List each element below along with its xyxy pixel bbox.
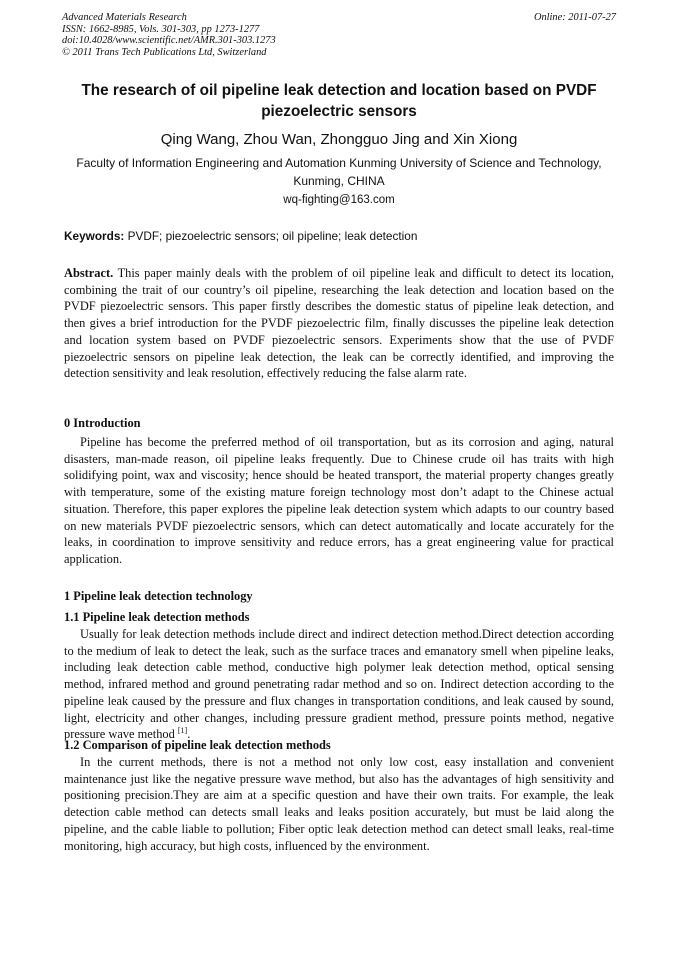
keywords-text: PVDF; piezoelectric sensors; oil pipeline; leak detection	[124, 229, 418, 243]
abstract-text: This paper mainly deals with the problem of oil pipeline leak and difficult to detect its location, combining the trait of our country’s oil pipeline, researching the leak detection and location based on the PVDF piezoelectric sensors. This paper firstly describes the domestic status of pipeline leak detection, and then gives a brief introduction for the PVDF piezoelectric film, finally discusses the pipeline leak detection and location system based on PVDF piezoelectric sensors. Experiments show that the use of PVDF piezoelectric sensors on pipeline leak detection, the leak can be correctly identified, and improving the detection sensitivity and leak resolution, effectively reducing the false alarm rate.	[64, 266, 614, 381]
abstract-label: Abstract.	[64, 266, 114, 280]
abstract-paragraph	[64, 265, 614, 382]
sentence-end: .	[187, 727, 191, 742]
keywords-label: Keywords:	[64, 229, 125, 243]
author-list: Qing Wang, Zhou Wan, Zhongguo Jing and Xin Xiong	[160, 131, 518, 148]
keywords-line	[64, 228, 614, 244]
subsection-1-2-paragraph: In the current methods, there is not a method not only low cost, easy installation and convenient maintenance just like the negative pressure wave method, but also has the advantages of high sensitivity and positioning precision.They are aim at a specific question and have their own traits. For example, the leak detection cable method can detects small leaks and leaks position accurately, but must be laid along the pipeline, and the cable liable to pollution; Fiber optic leak detection method can detect small leaks, real-time monitoring, high accuracy, but high costs, influenced by the environment.	[64, 755, 614, 853]
doi-line: doi:10.4028/www.scientific.net/AMR.301-303.1273	[62, 35, 276, 46]
citation-ref: [1]	[177, 726, 188, 736]
copyright-line: © 2011 Trans Tech Publications Ltd, Switzerland	[62, 46, 267, 58]
paper-title: The research of oil pipeline leak detection and location based on PVDF piezoelectric sensors	[81, 82, 597, 120]
online-date: Online: 2011-07-27	[533, 12, 616, 23]
affiliation: Faculty of Information Engineering and Automation Kunming University of Science and Technology, Kunming, CHINA	[76, 156, 602, 188]
introduction-paragraph: Pipeline has become the preferred method of oil transportation, but as its corrosion and aging, natural disasters, man-made reason, oil pipeline leaks frequently. Due to Chinese crude oil has traits with high solidifying point, wax and viscosity; hence should be heated transport, the material property changes greatly with temperature, some of the existing mature foreign technology most don’t adapt to the Chinese actual situation. Therefore, this paper explores the pipeline leak detection system which adapts to our country based on new materials PVDF piezoelectric sensors, which can detect automatically and locate accurately for the leaks, in coordination to improve sensitivity and reduce errors, has a great engineering value for practical application.	[64, 435, 614, 566]
subsection-heading-1-2: 1.2 Comparison of pipeline leak detection methods	[64, 738, 331, 752]
journal-name: Advanced Materials Research	[62, 12, 187, 23]
subsection-1-1-paragraph	[64, 626, 614, 743]
section-heading-1: 1 Pipeline leak detection technology	[64, 589, 253, 603]
journal-header	[62, 12, 616, 58]
subsection-1-1-text: Usually for leak detection methods include direct and indirect detection method.Direct detection according to the medium of leak to detect the leak, such as the surface traces and emanatory smell when pipeline leaks, including leak detection cable method, conductive high polymer leak detection method, optical sensing method, infrared method and ground penetrating radar method and so on. Indirect detection according to the pipeline leak caused by the pressure and flux changes in transportation conditions, and leak caused by sound, light, electricity and other changes, including pressure gradient method, pressure points method, negative pressure wave method	[64, 627, 614, 742]
section-heading-introduction: 0 Introduction	[64, 416, 141, 430]
issn-line: ISSN: 1662-8985, Vols. 301-303, pp 1273-1277	[62, 23, 260, 35]
subsection-heading-1-1: 1.1 Pipeline leak detection methods	[64, 610, 250, 624]
author-email: wq-fighting@163.com	[283, 194, 395, 206]
